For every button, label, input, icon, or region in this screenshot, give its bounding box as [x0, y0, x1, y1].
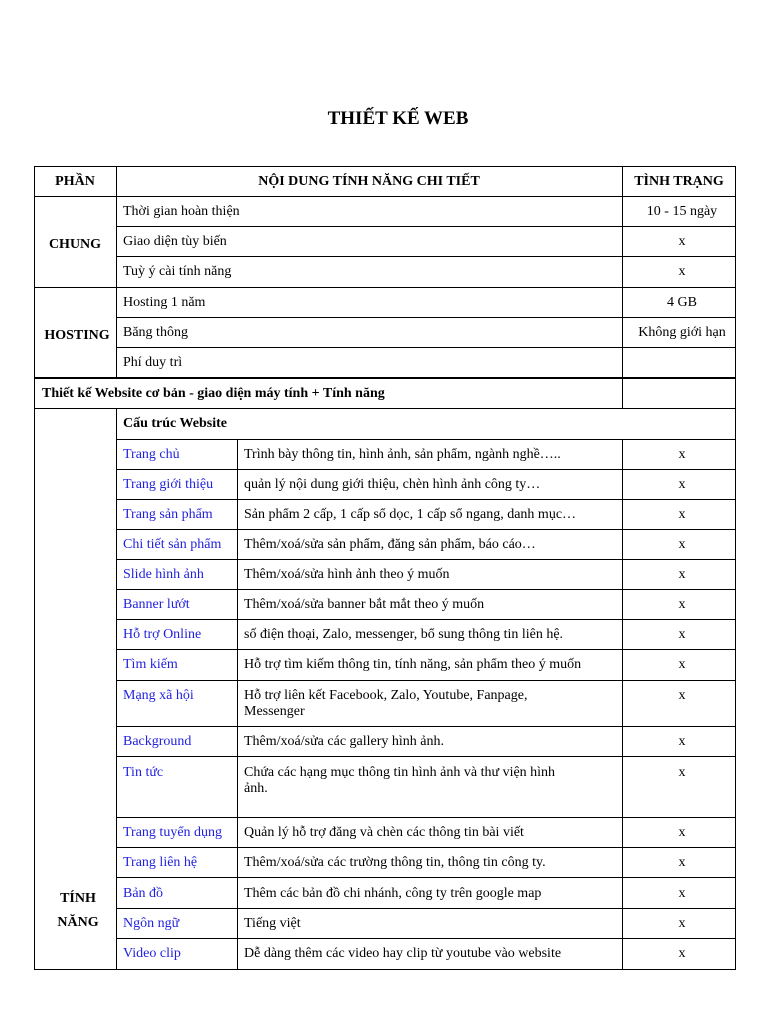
feature-name: Mạng xã hội	[123, 688, 194, 703]
status-value: x	[678, 234, 686, 249]
feature-name: Banner lướt	[123, 597, 190, 612]
status-value: x	[678, 264, 686, 279]
status-value: x	[678, 657, 686, 672]
feature-name: Trang giới thiệu	[123, 477, 214, 492]
status-value: x	[678, 627, 686, 642]
header-phan: PHẦN	[55, 174, 95, 189]
status-value: 4 GB	[667, 295, 697, 310]
feature-description: Thêm/xoá/sửa banner bắt mắt theo ý muốn	[244, 597, 485, 612]
status-value: x	[678, 886, 686, 901]
feature-name: Trang liên hệ	[123, 855, 198, 870]
feature-label: Phí duy trì	[123, 355, 183, 370]
feature-description: Tiếng việt	[244, 916, 301, 931]
status-value: x	[678, 507, 686, 522]
status-value: x	[678, 597, 686, 612]
status-value: x	[678, 477, 686, 492]
feature-name: Trang sản phẩm	[123, 507, 213, 522]
feature-description: Hỗ trợ liên kết Facebook, Zalo, Youtube, Fanpage,	[244, 688, 528, 703]
feature-description: Chứa các hạng mục thông tin hình ảnh và thư viện hình	[244, 765, 556, 780]
feature-description: Thêm/xoá/sửa sản phẩm, đăng sản phẩm, báo cáo…	[244, 537, 536, 552]
feature-description: Thêm/xoá/sửa hình ảnh theo ý muốn	[244, 567, 450, 582]
header-tinh-trang: TÌNH TRẠNG	[634, 174, 724, 189]
feature-description: Hỗ trợ tìm kiếm thông tin, tính năng, sản phẩm theo ý muốn	[244, 657, 582, 672]
feature-description: Thêm các bản đồ chi nhánh, công ty trên google map	[244, 886, 542, 901]
feature-description-line2: ảnh.	[244, 781, 268, 796]
feature-name: Trang chủ	[123, 447, 180, 462]
feature-description: số điện thoại, Zalo, messenger, bổ sung thông tin liên hệ.	[244, 627, 564, 642]
status-value: Không giới hạn	[638, 325, 726, 340]
feature-name: Ngôn ngữ	[123, 916, 180, 931]
feature-name: Bản đồ	[123, 886, 164, 901]
feature-label: Hosting 1 năm	[123, 295, 206, 310]
status-value: x	[678, 825, 686, 840]
feature-name: Video clip	[123, 946, 181, 961]
section-label-hosting: HOSTING	[44, 328, 110, 343]
header-noi-dung: NỘI DUNG TÍNH NĂNG CHI TIẾT	[258, 174, 480, 189]
status-value: x	[678, 916, 686, 931]
section-label-tinh-nang: TÍNH	[60, 891, 96, 906]
status-value: x	[678, 734, 686, 749]
feature-name: Tin tức	[123, 765, 164, 780]
feature-name: Tìm kiếm	[123, 657, 178, 672]
section-label-tinh-nang-line2: NĂNG	[57, 915, 99, 930]
feature-description: quản lý nội dung giới thiệu, chèn hình ảnh công ty…	[244, 477, 541, 492]
feature-name: Background	[123, 734, 192, 749]
feature-description: Sản phẩm 2 cấp, 1 cấp sổ dọc, 1 cấp sổ ngang, danh mục…	[244, 507, 577, 522]
feature-description: Thêm/xoá/sửa các gallery hình ảnh.	[244, 734, 445, 749]
status-value: x	[678, 688, 686, 703]
feature-description: Trình bày thông tin, hình ảnh, sản phẩm, ngành nghề…..	[244, 447, 561, 462]
feature-label: Tuỳ ý cài tính năng	[123, 264, 232, 279]
feature-description: Dễ dàng thêm các video hay clip từ youtube vào website	[244, 946, 562, 961]
status-value: 10 - 15 ngày	[646, 204, 718, 219]
status-value: x	[678, 537, 686, 552]
feature-name: Chi tiết sản phẩm	[123, 537, 222, 552]
status-value: x	[678, 855, 686, 870]
feature-label: Thời gian hoàn thiện	[123, 204, 240, 219]
feature-description: Thêm/xoá/sửa các trường thông tin, thông tin công ty.	[244, 855, 546, 870]
document-title: THIẾT KẾ WEB	[327, 108, 469, 129]
status-value: x	[678, 765, 686, 780]
feature-label: Giao diện tùy biến	[123, 234, 227, 249]
structure-label: Cấu trúc Website	[123, 416, 227, 431]
feature-description-line2: Messenger	[244, 704, 305, 719]
feature-label: Băng thông	[123, 325, 188, 340]
status-value: x	[678, 447, 686, 462]
feature-name: Trang tuyển dụng	[123, 825, 223, 840]
feature-name: Slide hình ảnh	[123, 567, 204, 582]
status-value: x	[678, 567, 686, 582]
feature-description: Quản lý hỗ trợ đăng và chèn các thông tin bài viết	[244, 825, 524, 840]
status-value: x	[678, 946, 686, 961]
section-label-chung: CHUNG	[48, 237, 102, 252]
basic-design-title: Thiết kế Website cơ bản - giao diện máy tính + Tính năng	[42, 386, 385, 401]
feature-name: Hỗ trợ Online	[123, 627, 202, 642]
